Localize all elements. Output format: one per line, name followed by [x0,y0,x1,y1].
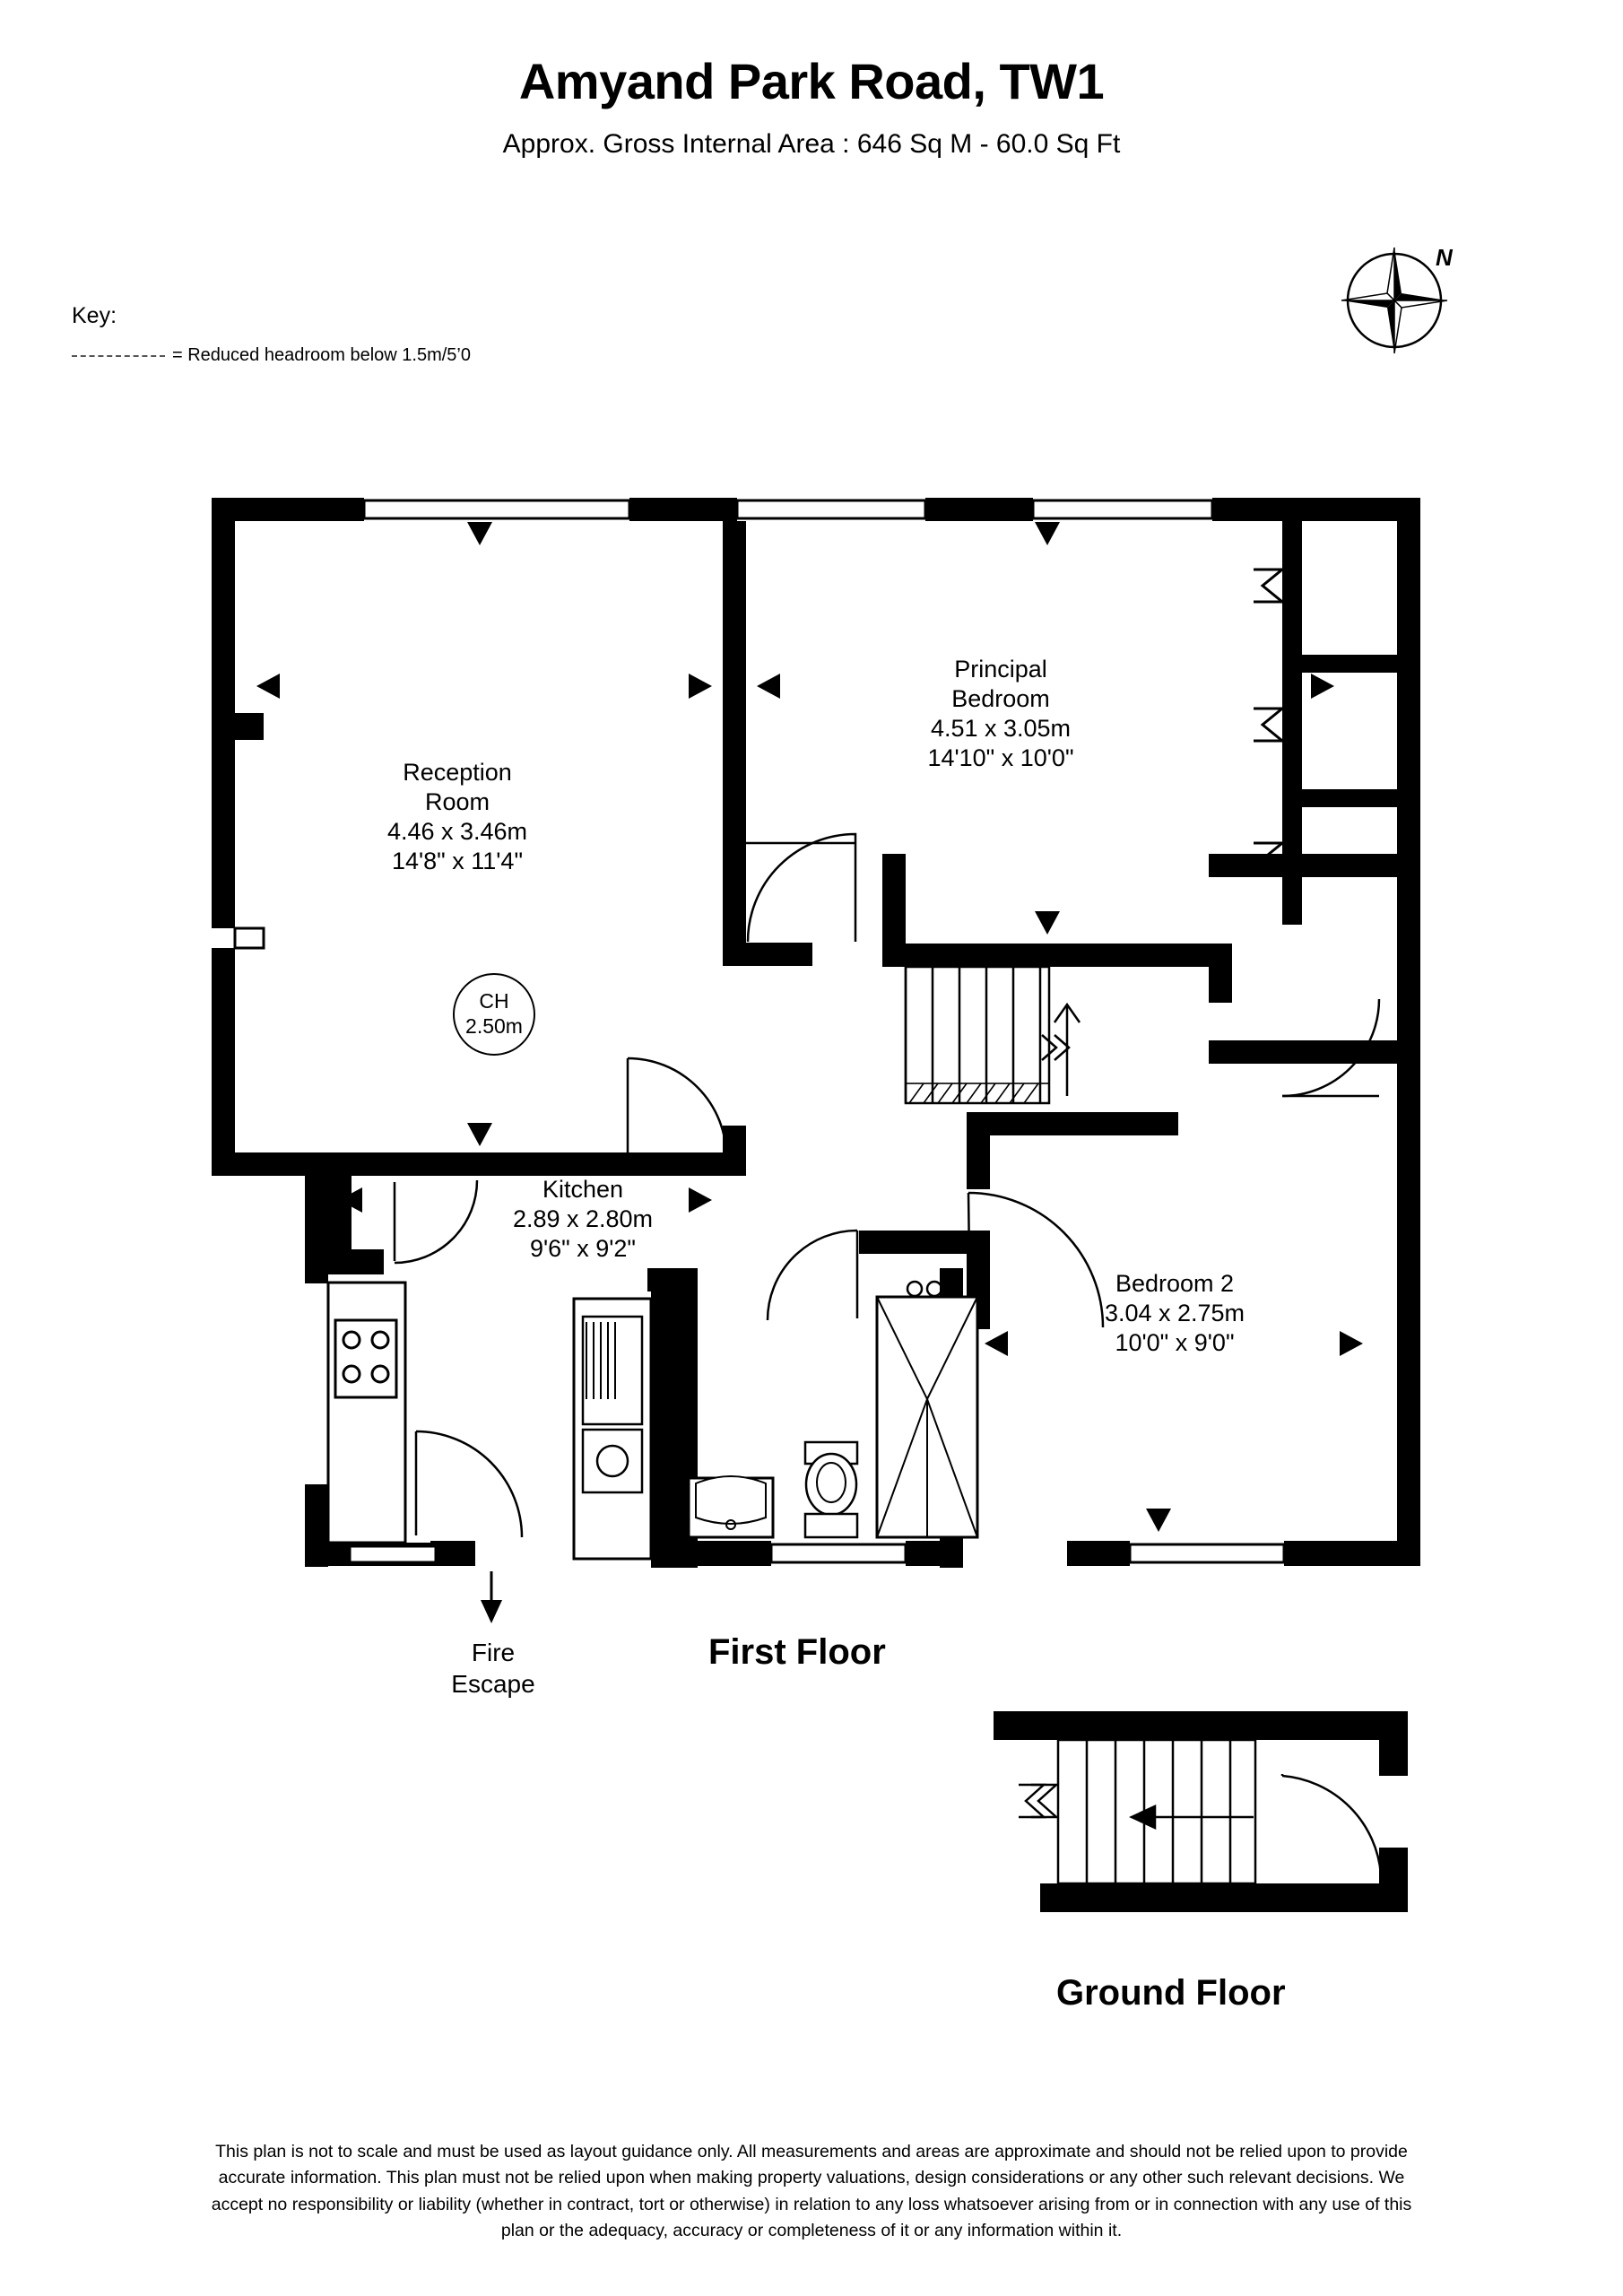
room-name: Bedroom 2 [1115,1270,1235,1297]
room-imperial-dimensions: 14'8" x 11'4" [391,847,524,874]
room-imperial-dimensions: 10'0" x 9'0" [1115,1328,1235,1356]
kitchen-fixtures [328,1283,651,1566]
first-floor-plan [212,498,1420,1623]
room-metric-dimensions: 4.51 x 3.05m [930,714,1072,742]
room-metric-dimensions: 3.04 x 2.75m [1104,1299,1245,1326]
plan-area-subtitle: Approx. Gross Internal Area : 646 Sq M - 60.0 Sq Ft [502,128,1121,159]
room-name: Reception Room [403,759,512,815]
fire-escape-label: Fire Escape [451,1639,535,1698]
room-name: Principal Bedroom [951,656,1050,712]
first-floor-caption: First Floor [708,1632,886,1672]
key-legend-text: = Reduced headroom below 1.5m/5’0 [172,345,471,365]
room-label-principal-bedroom [848,655,1153,773]
basin-fixture [689,1476,773,1537]
room-label-kitchen [430,1175,735,1264]
ground-floor-plan [994,1711,1408,1912]
page-title: Amyand Park Road, TW1 [518,53,1105,109]
ceiling-height-value: 2.50m [465,1014,523,1038]
staircase-first-floor [906,967,1080,1103]
ground-floor-caption: Ground Floor [1056,1973,1286,2013]
bathroom-fixtures [689,1282,977,1537]
room-imperial-dimensions: 14'10" x 10'0" [927,744,1074,771]
room-imperial-dimensions: 9'6" x 9'2" [529,1234,637,1262]
key-label: Key: [72,303,117,328]
room-label-bedroom-2 [1022,1269,1327,1358]
ceiling-height-badge [453,973,535,1056]
ceiling-height-label: CH [479,989,509,1013]
room-metric-dimensions: 4.46 x 3.46m [386,817,528,845]
toilet-fixture [805,1442,857,1537]
disclaimer-text: This plan is not to scale and must be used as layout guidance only. All measurements and areas are approximate and should not be relied upon to provide accurate information. This plan must not be relied upon when making property valuations, design considerations or any other such relevant decisions. We accept no responsibility or liability (whether in contract, tort or otherwise) in relation to any loss whatsoever arising from or in connection with any use of this plan or the adequacy, accuracy or completeness of it or any information within it. [211,2142,1412,2240]
compass-north-label: N [1436,244,1453,271]
room-metric-dimensions: 2.89 x 2.80m [512,1205,654,1232]
room-name: Kitchen [542,1176,624,1203]
room-label-reception-room [305,758,610,876]
